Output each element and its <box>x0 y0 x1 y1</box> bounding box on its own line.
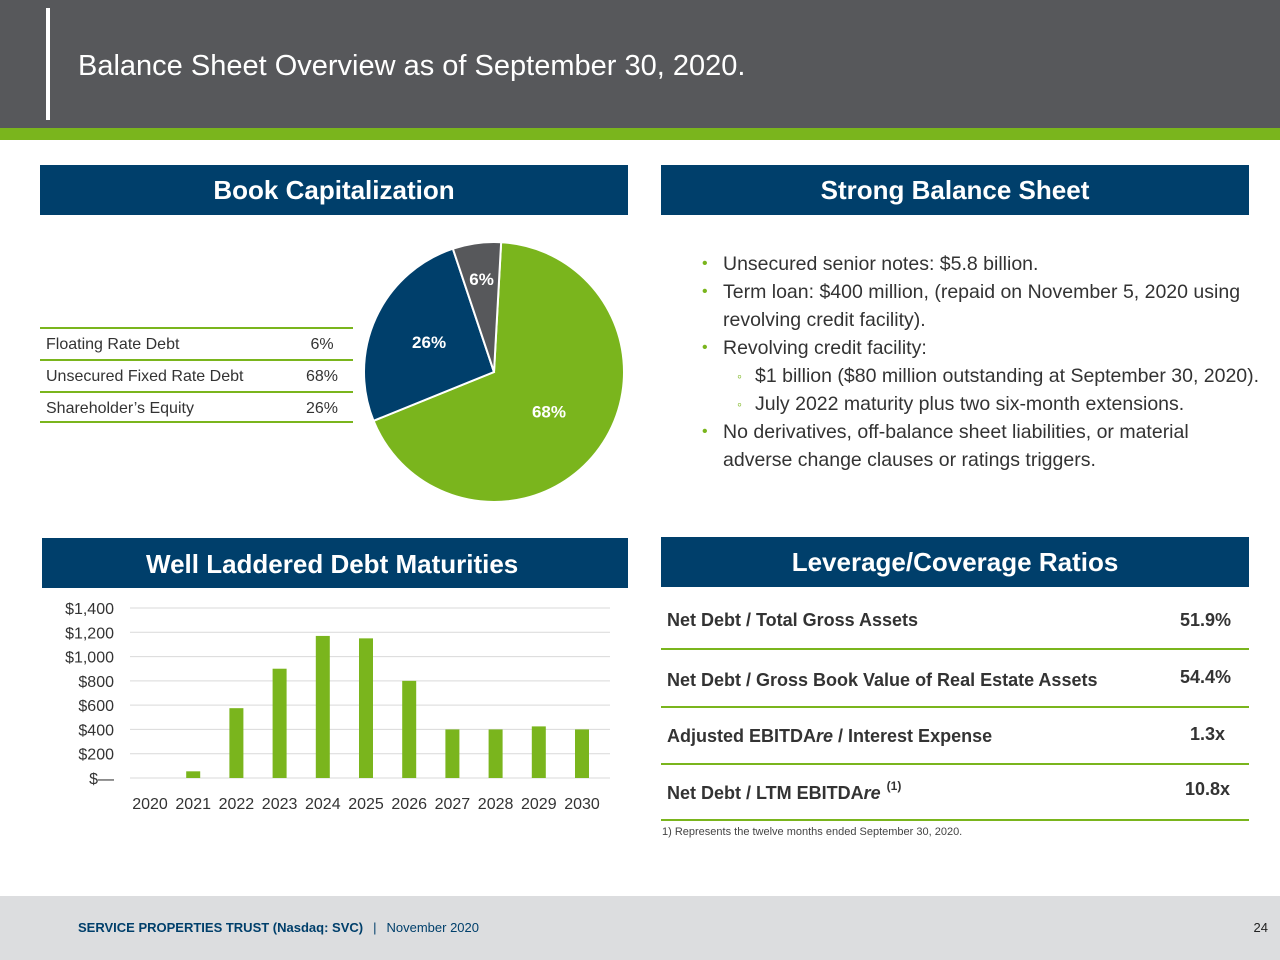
footer-company: SERVICE PROPERTIES TRUST (Nasdaq: SVC) <box>78 920 364 935</box>
y-tick-label: $200 <box>78 746 114 764</box>
footnote-marker: (1) <box>886 779 902 793</box>
sub-bullet-item <box>700 390 1260 418</box>
footnote: 1) Represents the twelve months ended September 30, 2020. <box>662 826 963 838</box>
balance-sheet-bullets <box>700 250 1260 474</box>
bullet-dot-icon: • <box>702 423 708 440</box>
pie-slice-label: 68% <box>531 402 567 422</box>
bar <box>186 771 200 778</box>
bullet-dot-icon: • <box>702 255 708 272</box>
y-tick-label: $1,000 <box>65 649 114 667</box>
x-tick-label: 2029 <box>521 796 557 813</box>
cap-row-label: Shareholder’s Equity <box>46 400 194 417</box>
x-tick-label: 2025 <box>348 796 384 813</box>
debt-maturities-header <box>42 538 628 588</box>
x-tick-label: 2020 <box>132 796 168 813</box>
page-number: 24 <box>1253 920 1268 935</box>
y-tick-label: $— <box>89 771 114 788</box>
sub-bullet-item <box>700 362 1260 390</box>
ratio-value: 54.4% <box>1179 667 1231 687</box>
ratio-label: Net Debt / Gross Book Value of Real Estate Assets <box>667 670 1098 690</box>
title-accent-line <box>46 8 50 120</box>
bar <box>402 681 416 778</box>
bullet-dot-icon: • <box>702 283 708 300</box>
y-tick-label: $800 <box>78 673 114 691</box>
bullet-dot-icon: • <box>702 339 708 356</box>
ratios-table <box>661 600 1249 821</box>
debt-maturities-heading: Well Laddered Debt Maturities <box>146 548 519 579</box>
y-tick-label: $1,400 <box>65 601 114 618</box>
capitalization-table <box>40 327 353 423</box>
cap-row-value: 68% <box>305 368 339 385</box>
x-tick-label: 2030 <box>564 796 600 813</box>
bar <box>273 669 287 778</box>
cap-row-value: 26% <box>305 400 339 417</box>
ratio-value: 1.3x <box>1189 724 1225 744</box>
bullet-text: Revolving credit facility: <box>723 337 927 359</box>
x-tick-label: 2027 <box>434 796 471 813</box>
table-row <box>661 765 1249 821</box>
bar <box>445 729 459 778</box>
sub-bullet-text: $1 billion ($80 million outstanding at September 30, 2020). <box>755 365 1260 387</box>
bullet-item <box>700 250 1260 278</box>
x-tick-label: 2026 <box>391 796 427 813</box>
strong-balance-sheet-heading: Strong Balance Sheet <box>820 174 1090 205</box>
bar <box>316 636 330 778</box>
footer-separator: | <box>373 920 377 935</box>
bar <box>575 729 589 778</box>
sub-bullet-text: July 2022 maturity plus two six-month extensions. <box>755 393 1185 415</box>
y-tick-label: $400 <box>78 722 114 740</box>
cap-row-label: Floating Rate Debt <box>46 336 180 353</box>
bar <box>532 726 546 778</box>
bullet-item <box>700 278 1260 334</box>
bullet-text: No derivatives, off-balance sheet liabilities, or material adverse change clauses or ratings triggers. <box>723 421 1189 471</box>
debt-maturities-bar-chart <box>50 598 620 820</box>
ratio-value: 10.8x <box>1184 779 1230 799</box>
leverage-coverage-heading: Leverage/Coverage Ratios <box>791 546 1119 577</box>
sub-bullet-circle-icon: ◦ <box>737 396 742 412</box>
bullet-item <box>700 418 1260 474</box>
table-row <box>661 708 1249 765</box>
title-divider <box>0 128 1280 140</box>
capitalization-pie-chart <box>360 238 628 506</box>
leverage-coverage-header <box>661 537 1249 587</box>
page-title: Balance Sheet Overview as of September 30, 2020. <box>78 50 746 82</box>
ratio-value: 51.9% <box>1179 610 1231 630</box>
title-bar <box>0 0 1280 128</box>
cap-row-value: 6% <box>310 336 334 353</box>
ratio-label-italic: re <box>816 726 834 746</box>
y-tick-label: $1,200 <box>65 625 114 643</box>
sub-bullet-circle-icon: ◦ <box>737 368 742 384</box>
ratio-label-part: Adjusted EBITDA <box>667 726 817 746</box>
ratio-label: Net Debt / Total Gross Assets <box>667 610 919 630</box>
table-row <box>661 600 1249 650</box>
bullet-text: Term loan: $400 million, (repaid on November 5, 2020 using revolving credit facility). <box>723 281 1241 331</box>
bar <box>489 729 503 778</box>
x-tick-label: 2021 <box>175 796 211 813</box>
footer <box>0 896 1280 960</box>
table-row <box>40 391 353 423</box>
ratio-label <box>667 726 992 747</box>
bar <box>229 708 243 778</box>
pie-slice-label: 6% <box>469 270 494 290</box>
cap-row-label: Unsecured Fixed Rate Debt <box>46 368 244 385</box>
ratio-label-part: Net Debt / LTM EBITDA <box>667 783 864 803</box>
y-tick-label: $600 <box>78 698 114 716</box>
bullet-text: Unsecured senior notes: $5.8 billion. <box>723 253 1039 275</box>
x-tick-label: 2023 <box>261 796 298 813</box>
ratio-label <box>667 779 902 804</box>
ratio-label-part: / Interest Expense <box>833 726 993 746</box>
x-tick-label: 2024 <box>305 796 341 813</box>
strong-balance-sheet-header <box>661 165 1249 215</box>
table-row <box>661 650 1249 708</box>
x-tick-label: 2022 <box>218 796 255 813</box>
table-row <box>40 359 353 391</box>
pie-slice-label: 26% <box>412 333 447 353</box>
x-tick-label: 2028 <box>477 796 514 813</box>
table-row <box>40 327 353 359</box>
footer-text <box>78 920 479 935</box>
bar <box>359 638 373 778</box>
book-capitalization-heading: Book Capitalization <box>213 174 455 205</box>
bullet-item <box>700 334 1260 362</box>
ratio-label-italic: re <box>863 783 881 803</box>
footer-date: November 2020 <box>386 920 479 935</box>
book-capitalization-header <box>40 165 628 215</box>
